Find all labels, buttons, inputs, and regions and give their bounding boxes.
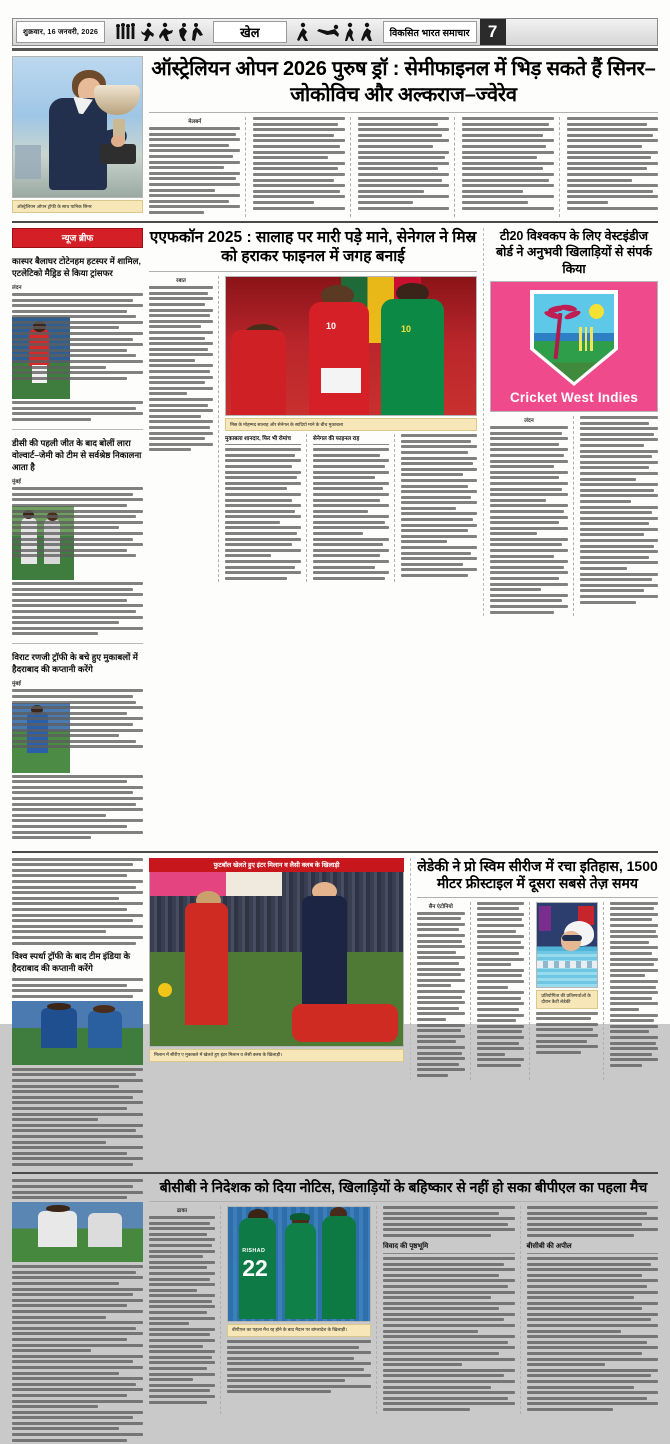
- cwi-shield-inner: [534, 294, 614, 382]
- bangladesh-photo: [227, 1206, 371, 1322]
- brief-dateline: मुंबई: [12, 681, 21, 688]
- bcb-col-2: [383, 1206, 521, 1414]
- t20-headline: टी20 विश्वकप के लिए वेस्टइंडीज बोर्ड ने अनुभवी खिलाड़ियों से संपर्क किया: [495, 228, 652, 276]
- pool-water: [537, 951, 597, 986]
- left-photo-5: [12, 1202, 143, 1262]
- afcon-subhead-2: सेनेगल की फाइनल राह: [313, 434, 389, 445]
- cwi-wordmark: Cricket West Indies: [509, 390, 639, 405]
- lead-col-5: [567, 117, 658, 217]
- gymnast-icon: [296, 22, 312, 42]
- t20-col-2: [580, 416, 658, 616]
- lead-story: [149, 56, 658, 217]
- band-divider-3: [12, 1172, 658, 1174]
- lead-col-4: [462, 117, 559, 217]
- afcon-col-4: [401, 434, 477, 582]
- afcon-photo-caption: मिस्र के मोहम्मद सालाह और सेनेगल के सादियो माने के बीच मुकाबला: [225, 418, 477, 431]
- ledecky-body: [417, 902, 658, 1080]
- page-number: 7: [480, 19, 506, 45]
- band-divider-1: [12, 221, 658, 223]
- afcon-photo: [225, 276, 477, 416]
- senegal-player-mane: [381, 299, 444, 415]
- bcb-col-3: [527, 1206, 659, 1414]
- third-band: [12, 858, 658, 1169]
- salah-shorts: [321, 368, 361, 393]
- walker-icon: [344, 22, 357, 42]
- lead-dateline: मेलबर्न: [188, 119, 202, 125]
- bcb-subhead-2: बीसीबी की अपील: [527, 1242, 659, 1254]
- left-filler-column: [12, 858, 143, 1169]
- divider: [417, 897, 658, 898]
- football-players-icon: [178, 22, 204, 42]
- bcb-dateline: ढाका: [177, 1207, 187, 1214]
- goggles-icon: [562, 935, 582, 941]
- t20-col-1: [490, 416, 574, 616]
- cwi-sea: [534, 333, 614, 341]
- player2-cap: [290, 1213, 310, 1220]
- afcon-photo-and-text: [225, 276, 477, 582]
- divider: [149, 112, 658, 113]
- ledecky-col-2: [477, 902, 531, 1080]
- ledecky-headline: लेडेकी ने प्रो स्विम सीरीज में रचा इतिहास, 1500 मीटर फ्रीस्टाइल में दूसरा सबसे तेज़ समय: [417, 857, 658, 892]
- afcon-lower-cols: [225, 434, 477, 582]
- sports-icons: [108, 19, 210, 45]
- afcon-headline: एएफकॉन 2025 : सालाह पर मारी पड़े माने, सेनेगल ने मिस्र को हराकर फाइनल में जगह बनाई: [149, 228, 477, 266]
- brief-dateline: मुंबई: [12, 479, 21, 486]
- brief-title: कास्पर बैलाघर टोटेनहम हटस्पर में शामिल, एटलेटिको मैड्रिड से किया ट्रांसफर: [12, 255, 141, 278]
- jersey-name: RISHAD: [242, 1248, 266, 1255]
- t20-dateline: लंदन: [524, 418, 534, 424]
- divider: [149, 271, 477, 272]
- bcb-headline: बीसीबी ने निदेशक को दिया नोटिस, खिलाड़ियों के बहिष्कार से नहीं हो सका बीपीएल का पहला मैच: [159, 1179, 648, 1196]
- ledecky-photo-col: [536, 902, 604, 1080]
- inter-player: [302, 896, 348, 1007]
- inter-caption-bar: फुटबॉल खेलते हुए इंटर मिलान व लैसी क्लब के खिलाड़ी: [149, 858, 404, 872]
- pool-banner-left: [539, 906, 551, 931]
- afcon-body: [149, 276, 477, 582]
- lead-col-3: [358, 117, 455, 217]
- advert-board-right: [226, 872, 282, 896]
- inter-photo-block: [149, 858, 404, 1062]
- lead-col-2: [253, 117, 350, 217]
- egypt-player-left: [231, 330, 286, 416]
- ledecky-story: [410, 858, 658, 1080]
- brief-title: डीसी की पहली जीत के बाद बोलीं लारा वोल्वार्ट–जेमी को टीम से सर्वश्रेष्ठ निकालना आता है: [12, 437, 142, 473]
- swimmer-caption: प्रतियोगिता की प्रतिस्पर्धाओं के दौरान कैटी लेडेकी: [536, 990, 598, 1009]
- egypt-player-salah: [309, 302, 369, 415]
- lead-body-columns: [149, 117, 658, 217]
- palm-fronds: [544, 304, 582, 326]
- brief-photo-1: [12, 317, 70, 399]
- salah-jersey-number: 10: [326, 321, 337, 332]
- afcon-subhead-1: मुकाबला शानदार, फिर भी रोमांच: [225, 434, 301, 445]
- ledecky-col-1: [417, 902, 471, 1080]
- runner-icon: [140, 22, 155, 42]
- player2-body: [285, 1223, 316, 1319]
- lane-rope: [537, 961, 597, 968]
- diver-icon: [316, 22, 340, 42]
- inter-photo: [149, 872, 404, 1047]
- sliding-defender: [292, 1004, 398, 1042]
- brief-title: विराट रणजी ट्रॉफी के बचे हुए मुकाबलों में हैदराबाद की कप्तानी करेंगे: [12, 651, 138, 675]
- left-sub-headline: विश्व स्पर्धा ट्रॉफी के बाद टीम इंडिया के हैदराबाद की कप्तानी करेंगे: [12, 950, 131, 973]
- brief-dateline: लंदन: [12, 284, 22, 291]
- section-title: खेल: [213, 21, 286, 43]
- sun-icon: [589, 304, 604, 319]
- football-icon: [158, 983, 172, 997]
- ledecky-col-3: [610, 902, 658, 1080]
- afcon-dateline: रबात: [176, 278, 186, 285]
- lead-photo-column: [12, 56, 143, 217]
- t20-body: [490, 416, 658, 616]
- tennis-photo: [12, 56, 143, 198]
- brief-item-2[interactable]: [12, 430, 143, 644]
- lead-col-1: [149, 117, 246, 217]
- t20-story: [483, 228, 658, 617]
- masthead-rule: [12, 48, 658, 51]
- jersey-number: 22: [242, 1255, 268, 1282]
- bcb-col-1: [149, 1206, 221, 1414]
- afcon-col-3: [313, 434, 395, 582]
- bcb-story: [149, 1179, 658, 1413]
- mane-jersey-number: 10: [401, 324, 412, 335]
- brief-item-1[interactable]: [12, 248, 143, 430]
- skyline-shape: [15, 145, 41, 179]
- brief-item-3[interactable]: [12, 644, 143, 847]
- lead-headline: ऑस्ट्रेलियन ओपन 2026 पुरुष ड्रॉ : सेमीफाइनल में भिड़ सकते हैं सिनर–जोकोविच और अल्कराज–ज्वेरेव: [151, 58, 656, 106]
- band-divider-2: [12, 851, 658, 853]
- bcb-photo-col: [227, 1206, 377, 1414]
- masthead: [12, 18, 658, 46]
- bcb-body: [149, 1206, 658, 1414]
- player3-body: [322, 1216, 356, 1319]
- cwi-shield: [530, 290, 618, 386]
- masthead-date: शुक्रवार, 16 जनवरी, 2026: [16, 21, 105, 43]
- afcon-col-2: [225, 434, 307, 582]
- divider: [149, 1201, 658, 1202]
- afcon-story: [149, 228, 477, 583]
- sports-icons-right: [290, 19, 380, 45]
- news-brief-column: [12, 228, 143, 847]
- news-brief-header: न्यूज ब्रीफ: [12, 228, 143, 248]
- left-filler-column-2: [12, 1179, 143, 1444]
- ledecky-dateline: सैन एंटोनियो: [428, 903, 453, 910]
- group-athletes-icon: [114, 22, 136, 42]
- inter-bottom-caption: मिलान में सीरीए ए मुकाबले में खेलते हुए इंटर मिलान व लैसी क्लब के खिलाड़ी।: [149, 1049, 404, 1062]
- sprinter-icon: [159, 22, 174, 42]
- bangladesh-photo-caption: बीपीएल का पहला मैच रद्द होने के बाद मैदान पर बांग्लादेश के खिलाड़ी।: [227, 1324, 371, 1337]
- tennis-photo-caption: ऑस्ट्रेलियन ओपन ट्रॉफी के साथ यानिक सिनर: [12, 200, 143, 213]
- lecce-player: [185, 903, 228, 1025]
- afcon-col-1: [149, 276, 219, 582]
- fourth-band: [12, 1179, 658, 1444]
- jogger-icon: [361, 22, 374, 42]
- swimmer-photo: [536, 902, 598, 988]
- brand-name: विकसित भारत समाचार: [383, 21, 477, 43]
- cricket-west-indies-logo: [490, 281, 658, 412]
- wicket-icon: [579, 327, 593, 351]
- second-band: [12, 228, 658, 847]
- bcb-subhead-1: विवाद की पृष्ठभूमि: [383, 1242, 515, 1254]
- lead-band: [12, 56, 658, 217]
- left-photo-4: [12, 1001, 143, 1065]
